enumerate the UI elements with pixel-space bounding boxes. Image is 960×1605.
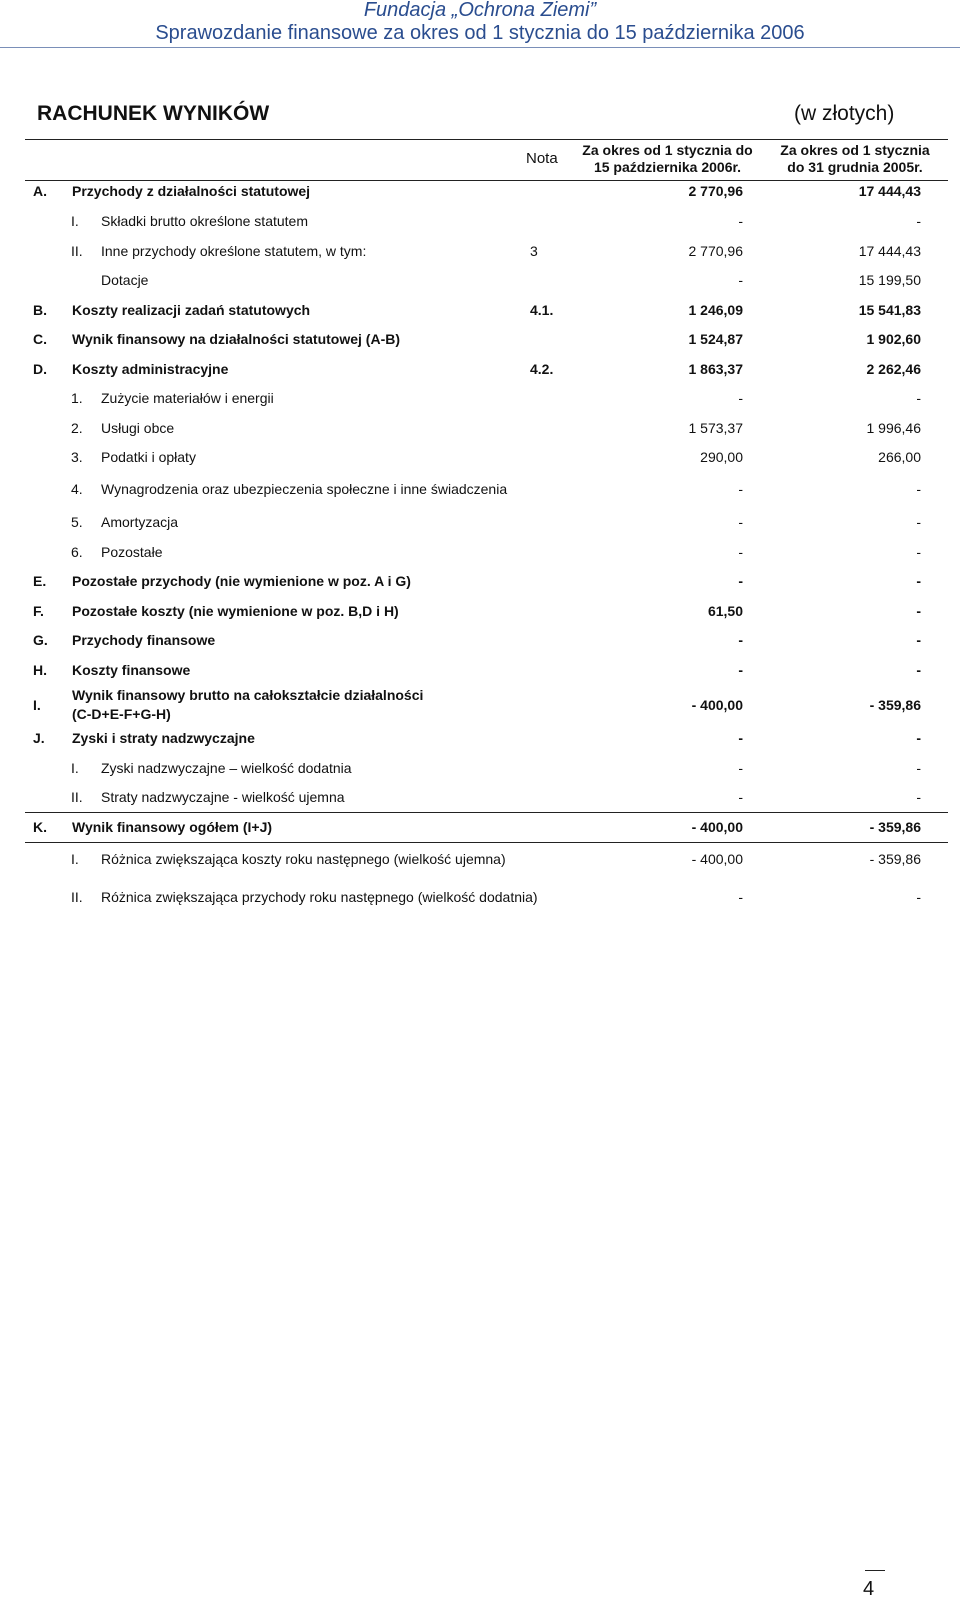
row-value-prior: - xyxy=(916,789,921,805)
row-mark: 1. xyxy=(71,390,83,406)
row-label: Pozostałe koszty (nie wymienione w poz. B,D i H) xyxy=(72,603,399,619)
row-value-current: - xyxy=(738,390,743,406)
row-label: Koszty administracyjne xyxy=(72,361,229,377)
row-label: Dotacje xyxy=(101,272,149,288)
row-value-current: 2 770,96 xyxy=(688,183,743,199)
row-value-prior: - xyxy=(916,730,921,746)
row-mark: II. xyxy=(71,789,83,805)
row-label: Różnica zwiększająca koszty roku następnego (wielkość ujemna) xyxy=(101,851,506,867)
row-value-prior: - xyxy=(916,544,921,560)
column-header-prior-line1: Za okres od 1 stycznia xyxy=(780,142,930,158)
row-value-prior: 15 541,83 xyxy=(858,302,921,318)
row-value-current: - xyxy=(738,573,743,589)
row-value-current: - 400,00 xyxy=(691,819,743,835)
row-mark: G. xyxy=(33,632,48,648)
row-value-prior: - xyxy=(916,573,921,589)
page-number: 4 xyxy=(863,1578,875,1600)
row-label: Składki brutto określone statutem xyxy=(101,213,308,229)
row-mark: 5. xyxy=(71,514,83,530)
row-value-prior: - xyxy=(916,514,921,530)
row-label: Zyski nadzwyczajne – wielkość dodatnia xyxy=(101,760,352,776)
row-label: Usługi obce xyxy=(101,420,175,436)
row-label: Przychody z działalności statutowej xyxy=(72,183,311,199)
row-value-current: - xyxy=(738,760,743,776)
row-label: Zyski i straty nadzwyczajne xyxy=(72,730,255,746)
row-value-prior: - xyxy=(916,390,921,406)
rule-after-k xyxy=(25,842,948,843)
row-label: Wynik finansowy brutto na całokształcie działalności xyxy=(72,687,424,703)
row-value-prior: - xyxy=(916,603,921,619)
row-mark: I. xyxy=(33,697,41,713)
row-label: Koszty realizacji zadań statutowych xyxy=(72,302,311,318)
row-value-current: - 400,00 xyxy=(691,851,743,867)
currency-unit: (w złotych) xyxy=(794,102,895,125)
table-header-rule xyxy=(25,180,948,181)
row-value-prior: - xyxy=(916,889,921,905)
row-value-prior: - 359,86 xyxy=(869,851,921,867)
row-label: Amortyzacja xyxy=(101,514,179,530)
row-mark: B. xyxy=(33,302,47,318)
row-nota: 3 xyxy=(530,243,538,259)
row-label: Koszty finansowe xyxy=(72,662,191,678)
row-value-current: 290,00 xyxy=(700,449,743,465)
row-mark: 4. xyxy=(71,481,83,497)
row-value-prior: 1 902,60 xyxy=(866,331,921,347)
row-mark: II. xyxy=(71,889,83,905)
row-value-current: - xyxy=(738,481,743,497)
organization-name: Fundacja „Ochrona Ziemi” xyxy=(363,0,597,21)
row-value-current: - 400,00 xyxy=(691,697,743,713)
row-value-prior: 17 444,43 xyxy=(858,243,921,259)
row-value-prior: 17 444,43 xyxy=(858,183,921,199)
row-mark: 2. xyxy=(71,420,83,436)
row-value-current: - xyxy=(738,213,743,229)
row-value-prior: - xyxy=(916,760,921,776)
row-value-current: - xyxy=(738,662,743,678)
row-value-prior: - xyxy=(916,213,921,229)
column-header-current-period xyxy=(570,142,765,176)
row-value-current: 1 863,37 xyxy=(688,361,743,377)
column-header-current-line2: 15 października 2006r. xyxy=(593,159,742,175)
row-label: Wynik finansowy na działalności statutowej (A-B) xyxy=(72,331,401,347)
report-title: Sprawozdanie finansowe za okres od 1 stycznia do 15 października 2006 xyxy=(155,22,805,44)
row-value-prior: - 359,86 xyxy=(869,697,921,713)
table-top-rule xyxy=(25,139,948,140)
row-value-current: - xyxy=(738,544,743,560)
row-mark: F. xyxy=(33,603,44,619)
row-value-prior: - xyxy=(916,662,921,678)
row-value-current: 1 573,37 xyxy=(688,420,743,436)
row-mark: A. xyxy=(33,183,47,199)
row-value-prior: - 359,86 xyxy=(869,819,921,835)
row-value-current: - xyxy=(738,514,743,530)
row-mark: 6. xyxy=(71,544,83,560)
row-label: Inne przychody określone statutem, w tym: xyxy=(101,243,367,259)
row-value-prior: 15 199,50 xyxy=(858,272,921,288)
row-nota: 4.1. xyxy=(530,302,554,318)
column-header-prior-period xyxy=(770,142,940,176)
row-label: Przychody finansowe xyxy=(72,632,216,648)
header-divider xyxy=(0,47,960,48)
row-label: Zużycie materiałów i energii xyxy=(101,390,274,406)
row-value-prior: 2 262,46 xyxy=(866,361,921,377)
row-mark: I. xyxy=(71,851,79,867)
row-value-current: - xyxy=(738,632,743,648)
row-value-current: 1 524,87 xyxy=(688,331,743,347)
row-label: Straty nadzwyczajne - wielkość ujemna xyxy=(101,789,345,805)
row-mark: I. xyxy=(71,760,79,776)
row-value-current: 61,50 xyxy=(707,603,743,619)
row-label: Podatki i opłaty xyxy=(101,449,196,465)
row-mark: I. xyxy=(71,213,79,229)
row-label: Pozostałe przychody (nie wymienione w poz. A i G) xyxy=(72,573,411,589)
row-mark: E. xyxy=(33,573,47,589)
page-number-rule xyxy=(865,1570,885,1571)
row-value-current: 2 770,96 xyxy=(688,243,743,259)
row-mark: D. xyxy=(33,361,47,377)
row-value-prior: - xyxy=(916,632,921,648)
row-mark: J. xyxy=(33,730,45,746)
row-mark: H. xyxy=(33,662,47,678)
row-value-current: - xyxy=(738,730,743,746)
row-value-current: 1 246,09 xyxy=(688,302,743,318)
document-title: RACHUNEK WYNIKÓW xyxy=(37,102,270,125)
row-mark: K. xyxy=(33,819,47,835)
row-value-current: - xyxy=(738,789,743,805)
row-label: Wynik finansowy ogółem (I+J) xyxy=(72,819,273,835)
row-value-current: - xyxy=(738,889,743,905)
row-value-prior: - xyxy=(916,481,921,497)
column-header-nota: Nota xyxy=(526,150,558,167)
row-value-prior: 266,00 xyxy=(878,449,921,465)
row-value-current: - xyxy=(738,272,743,288)
row-label: Pozostałe xyxy=(101,544,163,560)
row-label-line2: (C-D+E-F+G-H) xyxy=(72,706,171,722)
row-nota: 4.2. xyxy=(530,361,554,377)
column-header-current-line1: Za okres od 1 stycznia do xyxy=(582,142,753,158)
column-header-prior-line2: do 31 grudnia 2005r. xyxy=(787,159,923,175)
row-label: Różnica zwiększająca przychody roku następnego (wielkość dodatnia) xyxy=(101,889,538,905)
row-mark: 3. xyxy=(71,449,83,465)
rule-before-k xyxy=(25,812,948,813)
row-mark: II. xyxy=(71,243,83,259)
row-mark: C. xyxy=(33,331,47,347)
row-value-prior: 1 996,46 xyxy=(866,420,921,436)
row-label: Wynagrodzenia oraz ubezpieczenia społeczne i inne świadczenia xyxy=(101,481,508,497)
